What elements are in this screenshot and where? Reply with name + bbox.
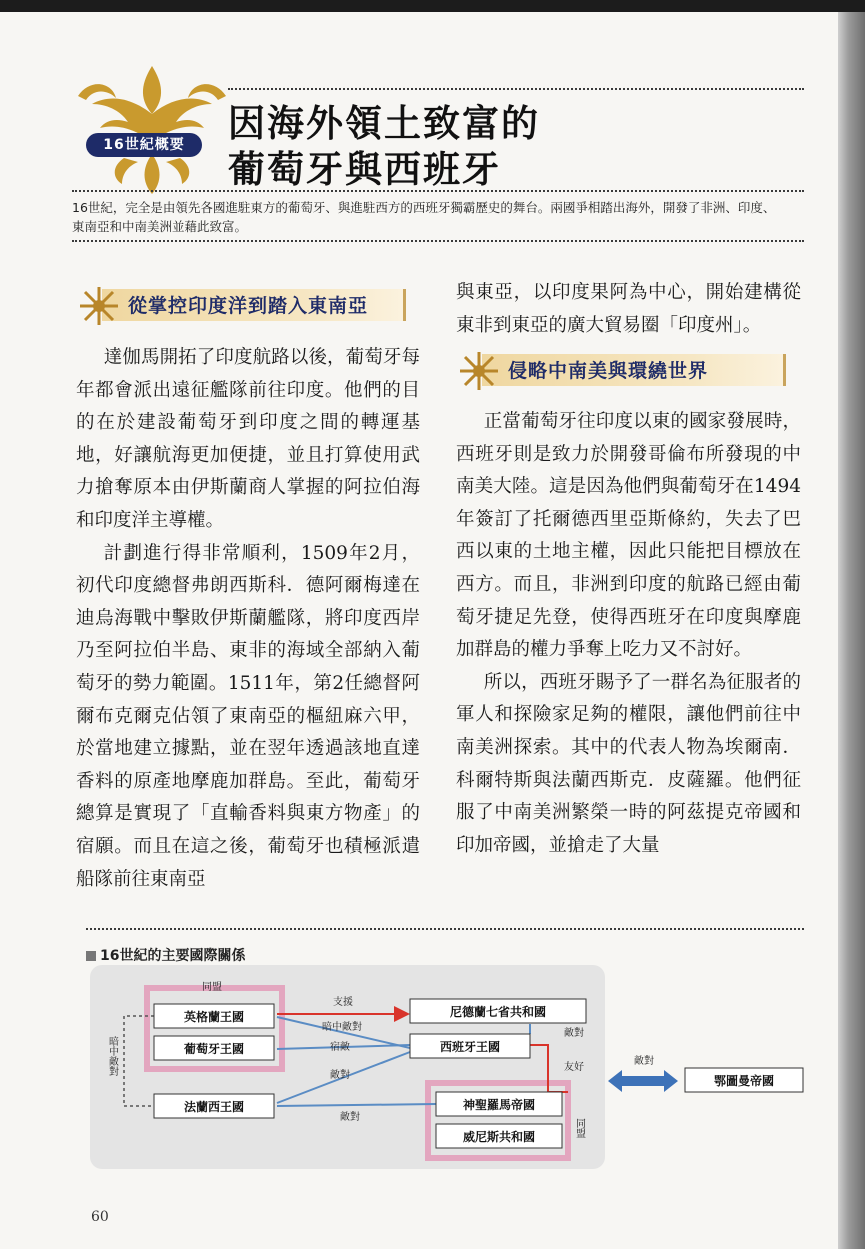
section-1-heading-label: 從掌控印度洋到踏入東南亞: [128, 295, 369, 317]
double-arrow-icon: [608, 1070, 678, 1092]
label-friendly: 友好: [564, 1062, 584, 1073]
node-france-label: 法蘭西王國: [183, 1100, 245, 1114]
label-support: 支援: [333, 997, 353, 1008]
label-hostile-fr-spain: 敵對: [330, 1070, 350, 1081]
label-alliance-left: 同盟: [202, 982, 222, 993]
label-hostile-fr-hre: 敵對: [340, 1112, 360, 1123]
node-ottoman-label: 鄂圖曼帝國: [713, 1074, 775, 1088]
paragraph: 達伽馬開拓了印度航路以後，葡萄牙每年都會派出遠征艦隊前往印度。他們的目的在於建設葡萄牙到印度之間的轉運基地，好讓航海更加便捷，並且打算使用武力搶奪原本由伊斯蘭商人掌握的阿拉伯海和印度洋主導權。: [76, 347, 420, 531]
label-hostile-ottoman: 敵對: [634, 1056, 654, 1067]
label-hostile-nl: 敵對: [564, 1028, 584, 1039]
node-spain-label: 西班牙王國: [439, 1040, 501, 1054]
label-rival: 宿敵: [330, 1042, 350, 1053]
section-2-heading-label: 侵略中南美與環繞世界: [508, 360, 709, 382]
label-secret-hostile: 暗中敵對: [322, 1022, 362, 1033]
node-portugal-label: 葡萄牙王國: [183, 1042, 245, 1056]
title-line-2: 葡萄牙與西班牙: [228, 147, 501, 191]
node-england-label: 英格蘭王國: [183, 1010, 245, 1024]
label-secret-hostile-vertical: 暗中敵對: [106, 1036, 118, 1076]
diagram-title-text: 16世紀的主要國際關係: [100, 948, 246, 964]
title-line-1: 因海外領土致富的: [228, 101, 540, 145]
node-hre-label: 神聖羅馬帝國: [462, 1098, 536, 1112]
intro-text: 16世紀，完全是由領先各國進駐東方的葡萄牙、與進駐西方的西班牙獨霸歷史的舞台。兩國爭相踏出海外，開發了非洲、印度、東南亞和中南美洲並藉此致富。: [72, 200, 776, 234]
label-alliance-right: 同盟: [573, 1118, 585, 1138]
paragraph-continuation: 與東亞，以印度果阿為中心，開始建構從東非到東亞的廣大貿易圈「印度州」。: [456, 282, 801, 336]
paragraph: 所以，西班牙賜予了一群名為征服者的軍人和探險家足夠的權限，讓他們前往中南美洲探索。其中的代表人物為埃爾南．科爾特斯與法蘭西斯克．皮薩羅。他們征服了中南美洲繁榮一時的阿茲提克帝國和印加帝國，並搶走了大量: [456, 671, 801, 856]
page-number: 60: [91, 1209, 109, 1225]
century-badge: 16世紀概要: [86, 133, 202, 157]
node-venice-label: 威尼斯共和國: [462, 1130, 536, 1144]
node-netherlands-label: 尼德蘭七省共和國: [449, 1005, 547, 1019]
paragraph: 計劃進行得非常順利，1509年2月，初代印度總督弗朗西斯科．德阿爾梅達在迪烏海戰中擊敗伊斯蘭艦隊，將印度西岸乃至阿拉伯半島、東非的海域全部納入葡萄牙的勢力範圍。1511年，第2任總督阿爾布克爾克佔領了東南亞的樞紐麻六甲，於當地建立據點，並在翌年透過該地直達香料的原產地摩鹿加群島。至此，葡萄牙總算是實現了「直輸香料與東方物產」的宿願。而且在這之後，葡萄牙也積極派遣船隊前往東南亞: [76, 542, 420, 890]
paragraph: 正當葡萄牙往印度以東的國家發展時，西班牙則是致力於開發哥倫布所發現的中南美大陸。這是因為他們與葡萄牙在1494年簽訂了托爾德西里亞斯條約，失去了巴西以東的土地主權，因此只能把目標放在西方。而且，非洲到印度的航路已經由葡萄牙捷足先登，使得西班牙在印度與摩鹿加群島的權力爭奪上吃力又不討好。: [456, 411, 801, 661]
